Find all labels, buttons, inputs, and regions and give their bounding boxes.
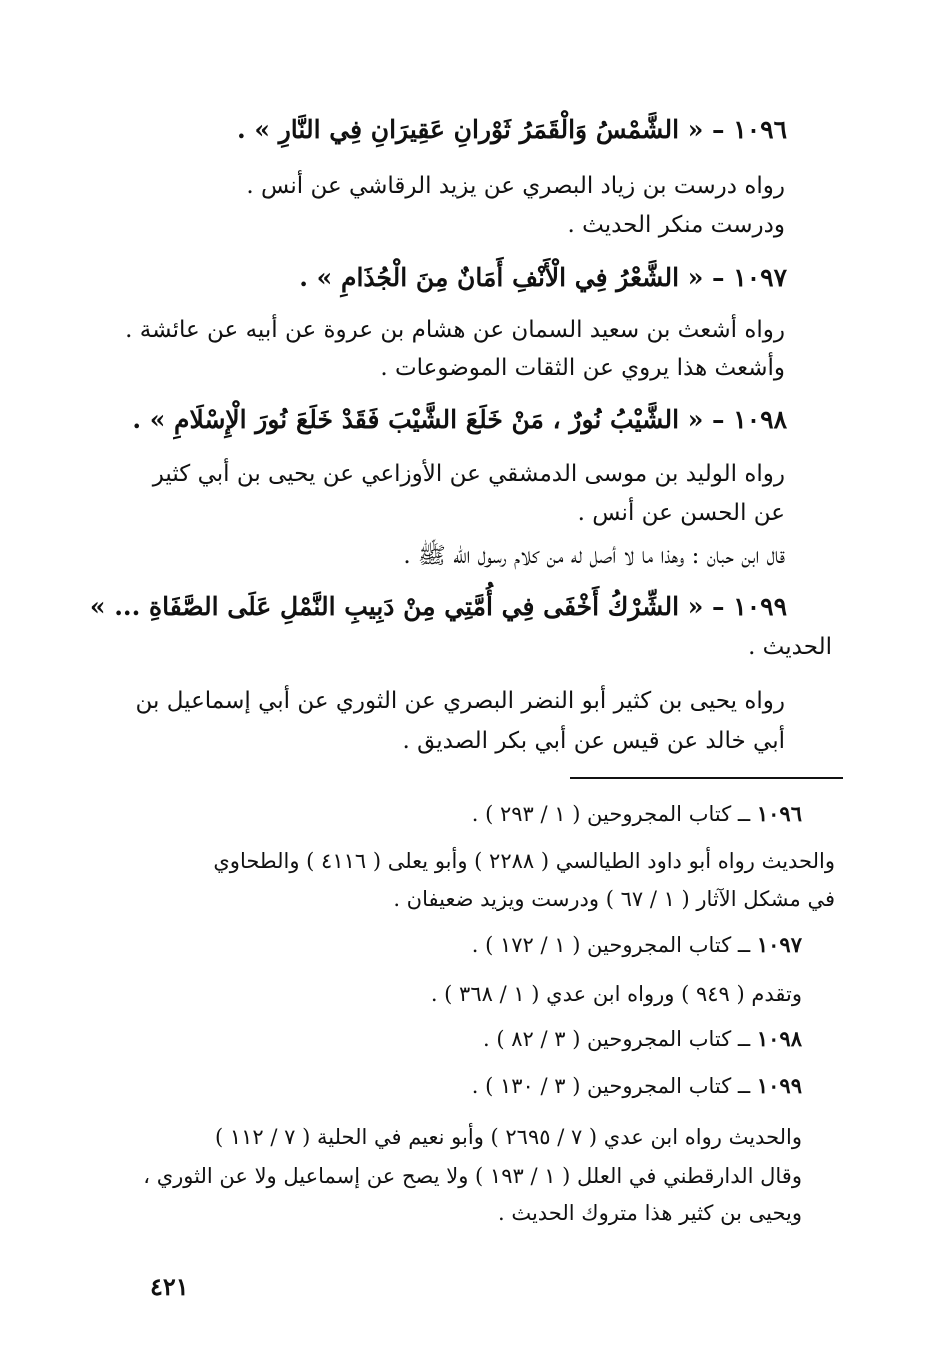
hadith-1098-heading xyxy=(132,405,787,435)
narration-line: رواه أشعث بن سعيد السمان عن هشام بن عروة عن أبيه عن عائشة . xyxy=(125,317,785,343)
footnote-text: ــ كتاب المجروحين ( ١ / ١٧٢ ) . xyxy=(471,933,751,957)
footnote-line: والحديث رواه ابن عدي ( ٧ / ٢٦٩٥ ) وأبو نعيم في الحلية ( ٧ / ١١٢ ) xyxy=(215,1125,802,1149)
heading-continuation: الحديث . xyxy=(748,634,832,660)
footnote-line: والحديث رواه أبو داود الطيالسي ( ٢٢٨٨ ) وأبو يعلى ( ٤١١٦ ) والطحاوي xyxy=(213,849,835,873)
hadith-text: – « الشَّعْرُ فِي الْأَنْفِ أَمَانٌ مِنَ الْجُذَامِ » . xyxy=(299,263,725,292)
page-number: ٤٢١ xyxy=(150,1272,189,1301)
footnote-text: ــ كتاب المجروحين ( ٣ / ٨٢ ) . xyxy=(483,1027,751,1051)
hadith-text: – « الشَّيْبُ نُورٌ ، مَنْ خَلَعَ الشَّيْبَ فَقَدْ خَلَعَ نُورَ الْإِسْلَامِ » . xyxy=(132,405,725,434)
footnote-line: وتقدم ( ٩٤٩ ) ورواه ابن عدي ( ١ / ٣٦٨ ) . xyxy=(430,982,802,1006)
hadith-1097-heading xyxy=(299,263,787,293)
hadith-number: ١٠٩٦ xyxy=(733,115,787,144)
footnote-number: ١٠٩٨ xyxy=(756,1026,802,1051)
footnote-line: في مشكل الآثار ( ١ / ٦٧ ) ودرست ويزيد ضعيفان . xyxy=(393,887,835,911)
hadith-number: ١٠٩٩ xyxy=(733,592,787,621)
narration-line: قال ابن حبان : وهذا ما لا أصل له من كلام رسول الله ﷺ . xyxy=(403,543,785,569)
hadith-text: – « الشِّرْكُ أَخْفَى فِي أُمَّتِي مِنْ دَبِيبِ النَّمْلِ عَلَى الصَّفَاةِ ... » xyxy=(89,592,725,621)
narration-line: رواه الوليد بن موسى الدمشقي عن الأوزاعي عن يحيى بن أبي كثير xyxy=(152,461,785,487)
narration-line: رواه يحيى بن كثير أبو النضر البصري عن الثوري عن أبي إسماعيل بن xyxy=(135,688,785,714)
footnote-line: ويحيى بن كثير هذا متروك الحديث . xyxy=(497,1201,802,1225)
hadith-text: – « الشَّمْسُ وَالْقَمَرُ ثَوْرانِ عَقِيرَانِ فِي النَّارِ » . xyxy=(237,115,725,144)
footnote-1099 xyxy=(472,1072,802,1100)
hadith-1099-heading xyxy=(90,592,787,622)
narration-line: وأشعث هذا يروي عن الثقات الموضوعات . xyxy=(380,355,785,381)
footnote-1096 xyxy=(472,800,802,828)
footnote-text: ــ كتاب المجروحين ( ١ / ٢٩٣ ) . xyxy=(471,802,751,826)
hadith-number: ١٠٩٨ xyxy=(733,405,787,434)
footnote-1097 xyxy=(472,931,802,959)
hadith-1096-heading xyxy=(237,115,787,145)
narration-line: رواه درست بن زياد البصري عن يزيد الرقاشي عن أنس . xyxy=(246,173,785,199)
narration-line: ودرست منكر الحديث . xyxy=(567,212,785,238)
footnote-text: ــ كتاب المجروحين ( ٣ / ١٣٠ ) . xyxy=(471,1074,751,1098)
narration-line: أبي خالد عن قيس عن أبي بكر الصديق . xyxy=(402,728,785,754)
footnote-number: ١٠٩٩ xyxy=(756,1073,802,1098)
footnote-line: وقال الدارقطني في العلل ( ١ / ١٩٣ ) ولا يصح عن إسماعيل ولا عن الثوري ، xyxy=(143,1164,802,1188)
footnote-number: ١٠٩٦ xyxy=(756,801,802,826)
footnote-1098 xyxy=(483,1025,802,1053)
footnote-number: ١٠٩٧ xyxy=(756,932,802,957)
narration-line: عن الحسن عن أنس . xyxy=(577,500,785,526)
hadith-number: ١٠٩٧ xyxy=(733,263,787,292)
footnote-separator xyxy=(570,777,843,779)
